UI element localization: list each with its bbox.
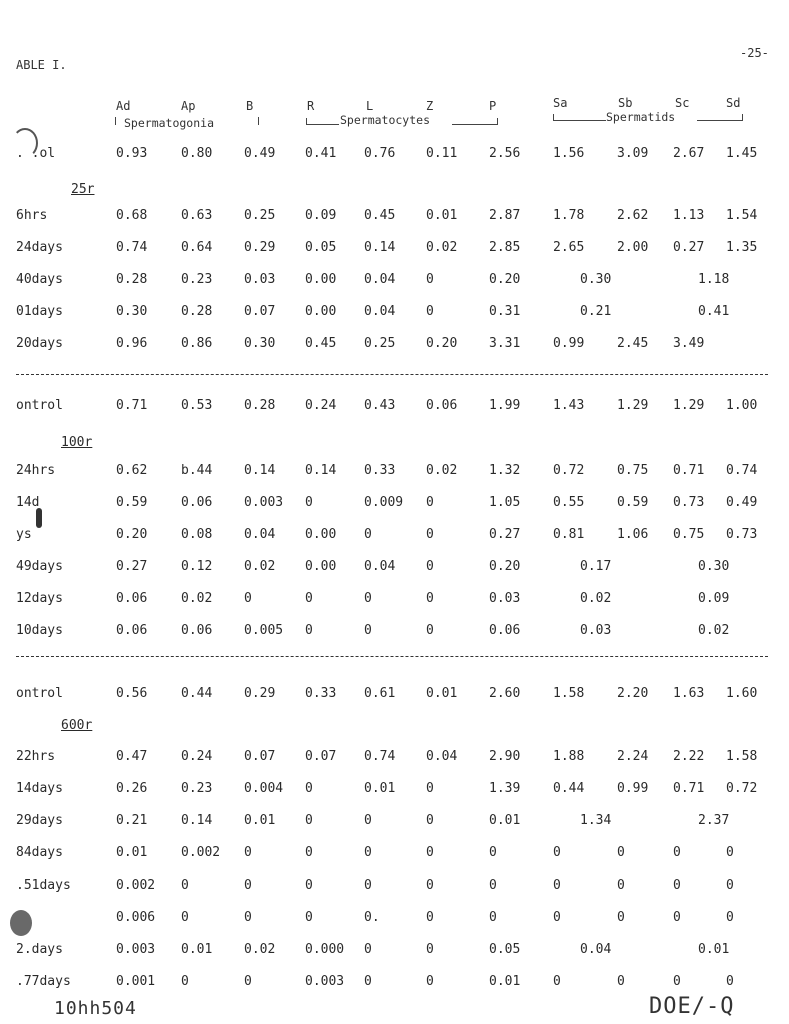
table-cell: 0 bbox=[305, 591, 313, 606]
table-cell: 0.20 bbox=[426, 336, 458, 351]
table-cell: 0.01 bbox=[489, 974, 521, 989]
table-cell: 0.03 bbox=[244, 272, 276, 287]
table-cell: 0.02 bbox=[244, 942, 276, 957]
table-cell: 0.02 bbox=[181, 591, 213, 606]
table-cell: 1.05 bbox=[489, 495, 521, 510]
table-cell: 0.07 bbox=[244, 304, 276, 319]
row-label: 49days bbox=[16, 559, 63, 574]
table-cell: 0.24 bbox=[305, 398, 337, 413]
table-cell: 0 bbox=[673, 845, 681, 860]
table-cell: 0.33 bbox=[364, 463, 396, 478]
table-cell: 0.03 bbox=[580, 623, 612, 638]
col-header-l: L bbox=[366, 99, 374, 113]
table-cell: 0.72 bbox=[726, 781, 758, 796]
table-cell: 0 bbox=[617, 974, 625, 989]
row-label: 14days bbox=[16, 781, 63, 796]
bracket-spermatogonia bbox=[115, 117, 259, 125]
col-header-sc: Sc bbox=[675, 96, 690, 110]
group-label-spermatogonia: Spermatogonia bbox=[124, 116, 215, 130]
table-cell: 1.34 bbox=[580, 813, 612, 828]
table-cell: 0 bbox=[426, 304, 434, 319]
table-cell: 0.29 bbox=[244, 686, 276, 701]
table-cell: 0 bbox=[489, 878, 497, 893]
table-cell: 0 bbox=[426, 781, 434, 796]
table-cell: 1.88 bbox=[553, 749, 585, 764]
table-row bbox=[0, 304, 789, 322]
table-cell: 0 bbox=[726, 878, 734, 893]
table-cell: 0.72 bbox=[553, 463, 585, 478]
bracket-spermatocytes-right bbox=[452, 118, 498, 125]
table-cell: 0.00 bbox=[305, 304, 337, 319]
table-cell: 2.56 bbox=[489, 146, 521, 161]
table-cell: 0 bbox=[426, 495, 434, 510]
table-cell: 0.04 bbox=[364, 559, 396, 574]
table-cell: 0 bbox=[617, 910, 625, 925]
table-row bbox=[0, 527, 789, 545]
table-cell: 0.61 bbox=[364, 686, 396, 701]
document-id-left: 10hh504 bbox=[54, 998, 137, 1019]
table-cell: 2.20 bbox=[617, 686, 649, 701]
bracket-spermatids-right bbox=[697, 114, 743, 121]
table-cell: 0 bbox=[617, 845, 625, 860]
table-row bbox=[0, 463, 789, 481]
table-cell: 0 bbox=[305, 623, 313, 638]
table-cell: 0.20 bbox=[489, 559, 521, 574]
table-cell: 0. bbox=[364, 910, 380, 925]
table-cell: 0 bbox=[426, 559, 434, 574]
row-label: 12days bbox=[16, 591, 63, 606]
table-cell: 0 bbox=[305, 781, 313, 796]
table-cell: 0 bbox=[426, 623, 434, 638]
dose-label-25r: 25r bbox=[71, 182, 95, 197]
table-cell: 2.87 bbox=[489, 208, 521, 223]
table-cell: 1.60 bbox=[726, 686, 758, 701]
table-cell: 0.04 bbox=[244, 527, 276, 542]
table-cell: 1.35 bbox=[726, 240, 758, 255]
table-cell: 0.45 bbox=[305, 336, 337, 351]
table-cell: 0.59 bbox=[116, 495, 148, 510]
row-label: 22hrs bbox=[16, 749, 56, 764]
table-title: ABLE I. bbox=[16, 58, 67, 72]
table-cell: 1.39 bbox=[489, 781, 521, 796]
table-cell: 0.45 bbox=[364, 208, 396, 223]
table-row bbox=[0, 591, 789, 609]
table-cell: 0.20 bbox=[116, 527, 148, 542]
dose-label-600r: 600r bbox=[61, 718, 93, 733]
table-cell: 0.26 bbox=[116, 781, 148, 796]
table-cell: 0.004 bbox=[244, 781, 284, 796]
table-cell: 0.003 bbox=[305, 974, 345, 989]
table-cell: 0 bbox=[244, 878, 252, 893]
table-cell: 0.000 bbox=[305, 942, 345, 957]
table-cell: 0.03 bbox=[489, 591, 521, 606]
section-divider bbox=[16, 656, 768, 657]
row-label: 29days bbox=[16, 813, 63, 828]
table-cell: 0 bbox=[426, 272, 434, 287]
table-cell: 0.23 bbox=[181, 272, 213, 287]
table-cell: 0.02 bbox=[426, 240, 458, 255]
table-cell: 0 bbox=[553, 974, 561, 989]
table-cell: 0.06 bbox=[181, 623, 213, 638]
bracket-spermatocytes-left bbox=[306, 118, 339, 125]
row-label: 14d bbox=[16, 495, 40, 510]
table-cell: 0.05 bbox=[489, 942, 521, 957]
table-cell: 0 bbox=[673, 910, 681, 925]
table-cell: 0.76 bbox=[364, 146, 396, 161]
table-cell: 0.06 bbox=[426, 398, 458, 413]
table-row bbox=[0, 781, 789, 799]
row-label: 10days bbox=[16, 623, 63, 638]
table-cell: 0.12 bbox=[181, 559, 213, 574]
table-cell: 0.00 bbox=[305, 559, 337, 574]
table-cell: 0.25 bbox=[364, 336, 396, 351]
table-row bbox=[0, 878, 789, 896]
table-row bbox=[0, 146, 789, 164]
table-cell: 0.003 bbox=[244, 495, 284, 510]
row-label: 2.days bbox=[16, 942, 63, 957]
table-cell: 1.78 bbox=[553, 208, 585, 223]
table-cell: 0.005 bbox=[244, 623, 284, 638]
table-cell: 0.24 bbox=[181, 749, 213, 764]
row-label: 40days bbox=[16, 272, 63, 287]
table-cell: 0 bbox=[553, 878, 561, 893]
col-header-sd: Sd bbox=[726, 96, 741, 110]
table-cell: 0.86 bbox=[181, 336, 213, 351]
table-cell: 0.74 bbox=[726, 463, 758, 478]
table-cell: 0.01 bbox=[426, 208, 458, 223]
table-cell: 0 bbox=[364, 878, 372, 893]
table-cell: 1.13 bbox=[673, 208, 705, 223]
table-cell: 0 bbox=[426, 878, 434, 893]
table-row bbox=[0, 208, 789, 226]
table-cell: 0 bbox=[305, 495, 313, 510]
table-cell: 0 bbox=[244, 974, 252, 989]
table-cell: 0.01 bbox=[698, 942, 730, 957]
table-cell: 0.01 bbox=[426, 686, 458, 701]
table-row bbox=[0, 272, 789, 290]
table-cell: 0.00 bbox=[305, 527, 337, 542]
row-label: .51days bbox=[16, 878, 71, 893]
table-cell: 0.49 bbox=[726, 495, 758, 510]
table-cell: 0.71 bbox=[673, 463, 705, 478]
table-cell: 0.96 bbox=[116, 336, 148, 351]
table-cell: 0.14 bbox=[305, 463, 337, 478]
table-row bbox=[0, 336, 789, 354]
table-cell: 0.14 bbox=[181, 813, 213, 828]
table-cell: 0.41 bbox=[698, 304, 730, 319]
table-cell: 0.93 bbox=[116, 146, 148, 161]
table-cell: 0 bbox=[426, 942, 434, 957]
table-cell: 0.63 bbox=[181, 208, 213, 223]
table-cell: 0.04 bbox=[580, 942, 612, 957]
table-cell: 0 bbox=[726, 845, 734, 860]
table-cell: 0 bbox=[364, 623, 372, 638]
table-row bbox=[0, 623, 789, 641]
table-cell: 0 bbox=[364, 813, 372, 828]
col-header-sb: Sb bbox=[618, 96, 633, 110]
table-cell: 0.06 bbox=[489, 623, 521, 638]
table-cell: 0.01 bbox=[364, 781, 396, 796]
table-cell: 3.49 bbox=[673, 336, 705, 351]
table-cell: 0.01 bbox=[116, 845, 148, 860]
table-cell: 0.25 bbox=[244, 208, 276, 223]
table-cell: 1.29 bbox=[617, 398, 649, 413]
table-cell: 2.85 bbox=[489, 240, 521, 255]
table-row bbox=[0, 686, 789, 704]
row-label: 24hrs bbox=[16, 463, 56, 478]
table-cell: 0 bbox=[181, 910, 189, 925]
table-cell: 0.59 bbox=[617, 495, 649, 510]
table-cell: 0 bbox=[426, 591, 434, 606]
table-cell: 0.002 bbox=[116, 878, 156, 893]
table-cell: 0.29 bbox=[244, 240, 276, 255]
table-cell: 0.41 bbox=[305, 146, 337, 161]
table-cell: 0 bbox=[364, 527, 372, 542]
table-cell: 1.06 bbox=[617, 527, 649, 542]
table-cell: 0.09 bbox=[698, 591, 730, 606]
table-cell: 0.21 bbox=[580, 304, 612, 319]
col-header-ap: Ap bbox=[181, 99, 196, 113]
table-cell: 0.75 bbox=[673, 527, 705, 542]
table-cell: 0.21 bbox=[116, 813, 148, 828]
table-cell: 2.24 bbox=[617, 749, 649, 764]
table-cell: 0 bbox=[489, 910, 497, 925]
table-cell: 0.68 bbox=[116, 208, 148, 223]
table-cell: 0.27 bbox=[116, 559, 148, 574]
table-cell: 0 bbox=[364, 942, 372, 957]
table-cell: 1.56 bbox=[553, 146, 585, 161]
table-cell: 0.06 bbox=[181, 495, 213, 510]
table-row bbox=[0, 942, 789, 960]
table-cell: 0.02 bbox=[698, 623, 730, 638]
table-cell: 0.05 bbox=[305, 240, 337, 255]
table-cell: 0.55 bbox=[553, 495, 585, 510]
table-cell: 1.54 bbox=[726, 208, 758, 223]
table-cell: 0.01 bbox=[181, 942, 213, 957]
table-row bbox=[0, 813, 789, 831]
table-cell: 0.33 bbox=[305, 686, 337, 701]
col-header-b: B bbox=[246, 99, 254, 113]
table-cell: 0 bbox=[426, 974, 434, 989]
table-cell: 0.71 bbox=[673, 781, 705, 796]
table-cell: 2.22 bbox=[673, 749, 705, 764]
table-row bbox=[0, 910, 789, 928]
table-cell: 1.58 bbox=[553, 686, 585, 701]
table-cell: 0.08 bbox=[181, 527, 213, 542]
table-cell: 0 bbox=[364, 591, 372, 606]
table-cell: 2.67 bbox=[673, 146, 705, 161]
table-cell: 0.53 bbox=[181, 398, 213, 413]
table-cell: 1.43 bbox=[553, 398, 585, 413]
table-cell: 1.99 bbox=[489, 398, 521, 413]
table-cell: 0 bbox=[426, 845, 434, 860]
table-cell: 2.65 bbox=[553, 240, 585, 255]
table-cell: 0 bbox=[617, 878, 625, 893]
table-row bbox=[0, 240, 789, 258]
table-cell: 0.49 bbox=[244, 146, 276, 161]
table-cell: 0 bbox=[553, 910, 561, 925]
table-cell: 0.14 bbox=[364, 240, 396, 255]
table-cell: 0.56 bbox=[116, 686, 148, 701]
table-cell: 0.009 bbox=[364, 495, 404, 510]
table-cell: 0.11 bbox=[426, 146, 458, 161]
table-cell: 0.30 bbox=[698, 559, 730, 574]
table-cell: 0 bbox=[244, 591, 252, 606]
table-cell: 0.04 bbox=[426, 749, 458, 764]
table-cell: 0.006 bbox=[116, 910, 156, 925]
table-cell: 0.80 bbox=[181, 146, 213, 161]
row-label: . .ol bbox=[16, 146, 56, 161]
table-cell: 0.31 bbox=[489, 304, 521, 319]
table-cell: 0.44 bbox=[181, 686, 213, 701]
table-cell: 0.23 bbox=[181, 781, 213, 796]
table-cell: 0.30 bbox=[580, 272, 612, 287]
table-cell: 0.01 bbox=[489, 813, 521, 828]
table-row bbox=[0, 974, 789, 992]
table-cell: 0.002 bbox=[181, 845, 221, 860]
table-cell: 0.01 bbox=[244, 813, 276, 828]
table-cell: 0 bbox=[364, 974, 372, 989]
col-header-sa: Sa bbox=[553, 96, 568, 110]
table-cell: 0.04 bbox=[364, 272, 396, 287]
table-cell: 0 bbox=[181, 878, 189, 893]
table-cell: 0.20 bbox=[489, 272, 521, 287]
table-cell: 0 bbox=[305, 813, 313, 828]
table-cell: 3.09 bbox=[617, 146, 649, 161]
table-cell: 0.04 bbox=[364, 304, 396, 319]
table-cell: 0 bbox=[181, 974, 189, 989]
table-cell: 0.74 bbox=[364, 749, 396, 764]
table-cell: 0.28 bbox=[116, 272, 148, 287]
table-cell: 1.29 bbox=[673, 398, 705, 413]
table-cell: 0.02 bbox=[580, 591, 612, 606]
row-label: 84days bbox=[16, 845, 63, 860]
table-cell: 1.63 bbox=[673, 686, 705, 701]
row-label: ontrol bbox=[16, 398, 63, 413]
table-cell: 0.07 bbox=[305, 749, 337, 764]
table-cell: 0.99 bbox=[553, 336, 585, 351]
table-cell: 0.02 bbox=[244, 559, 276, 574]
table-cell: 0.001 bbox=[116, 974, 156, 989]
table-cell: 2.37 bbox=[698, 813, 730, 828]
table-cell: 2.45 bbox=[617, 336, 649, 351]
row-label: ys bbox=[16, 527, 32, 542]
dose-label-100r: 100r bbox=[61, 435, 93, 450]
table-cell: 0.06 bbox=[116, 623, 148, 638]
table-cell: 0 bbox=[426, 910, 434, 925]
table-cell: 2.90 bbox=[489, 749, 521, 764]
table-cell: 1.00 bbox=[726, 398, 758, 413]
table-cell: 0.44 bbox=[553, 781, 585, 796]
table-cell: 0.14 bbox=[244, 463, 276, 478]
table-cell: 0.43 bbox=[364, 398, 396, 413]
table-cell: 0.75 bbox=[617, 463, 649, 478]
page-number: -25- bbox=[740, 46, 769, 60]
table-cell: 0.17 bbox=[580, 559, 612, 574]
table-cell: 1.18 bbox=[698, 272, 730, 287]
table-row bbox=[0, 749, 789, 767]
col-header-p: P bbox=[489, 99, 497, 113]
table-cell: 0.28 bbox=[181, 304, 213, 319]
table-cell: 0.99 bbox=[617, 781, 649, 796]
table-cell: 2.62 bbox=[617, 208, 649, 223]
table-cell: 1.45 bbox=[726, 146, 758, 161]
col-header-z: Z bbox=[426, 99, 434, 113]
table-cell: 0.27 bbox=[489, 527, 521, 542]
table-cell: 0 bbox=[305, 878, 313, 893]
table-cell: 0 bbox=[726, 974, 734, 989]
row-label: 24days bbox=[16, 240, 63, 255]
table-cell: 0.003 bbox=[116, 942, 156, 957]
table-cell: 0.47 bbox=[116, 749, 148, 764]
table-cell: 0 bbox=[364, 845, 372, 860]
table-cell: 0.00 bbox=[305, 272, 337, 287]
table-row bbox=[0, 559, 789, 577]
table-cell: 0 bbox=[244, 845, 252, 860]
table-cell: 0 bbox=[244, 910, 252, 925]
table-cell: 0 bbox=[489, 845, 497, 860]
bracket-spermatids-left bbox=[553, 114, 606, 121]
table-cell: 1.32 bbox=[489, 463, 521, 478]
table-cell: 0.28 bbox=[244, 398, 276, 413]
table-cell: 0 bbox=[673, 974, 681, 989]
table-cell: 0 bbox=[426, 813, 434, 828]
table-cell: 0 bbox=[305, 845, 313, 860]
row-label: ontrol bbox=[16, 686, 63, 701]
table-cell: 0.06 bbox=[116, 591, 148, 606]
table-cell: 1.58 bbox=[726, 749, 758, 764]
row-label: 01days bbox=[16, 304, 63, 319]
row-label: .77days bbox=[16, 974, 71, 989]
col-header-ad: Ad bbox=[116, 99, 131, 113]
table-cell: 2.60 bbox=[489, 686, 521, 701]
group-label-spermatids: Spermatids bbox=[606, 110, 676, 124]
section-divider bbox=[16, 374, 768, 375]
table-cell: 0.30 bbox=[116, 304, 148, 319]
table-cell: 0.81 bbox=[553, 527, 585, 542]
table-cell: 0 bbox=[726, 910, 734, 925]
table-cell: 0.73 bbox=[673, 495, 705, 510]
table-cell: 0.07 bbox=[244, 749, 276, 764]
table-cell: 0.02 bbox=[426, 463, 458, 478]
table-row bbox=[0, 398, 789, 416]
document-id-right: DOE/-Q bbox=[649, 994, 735, 1019]
table-cell: 0.27 bbox=[673, 240, 705, 255]
table-cell: 0.62 bbox=[116, 463, 148, 478]
group-label-spermatocytes: Spermatocytes bbox=[340, 113, 431, 127]
row-label: 6hrs bbox=[16, 208, 48, 223]
table-cell: 0 bbox=[426, 527, 434, 542]
table-cell: 0.73 bbox=[726, 527, 758, 542]
table-cell: 0.64 bbox=[181, 240, 213, 255]
table-cell: b.44 bbox=[181, 463, 213, 478]
table-cell: 2.00 bbox=[617, 240, 649, 255]
table-cell: 0.30 bbox=[244, 336, 276, 351]
table-cell: 0 bbox=[553, 845, 561, 860]
table-row bbox=[0, 495, 789, 513]
table-cell: 0.74 bbox=[116, 240, 148, 255]
col-header-r: R bbox=[307, 99, 315, 113]
table-cell: 3.31 bbox=[489, 336, 521, 351]
table-cell: 0 bbox=[305, 910, 313, 925]
row-label: 20days bbox=[16, 336, 63, 351]
table-cell: 0.71 bbox=[116, 398, 148, 413]
table-cell: 0.09 bbox=[305, 208, 337, 223]
table-cell: 0 bbox=[673, 878, 681, 893]
table-row bbox=[0, 845, 789, 863]
